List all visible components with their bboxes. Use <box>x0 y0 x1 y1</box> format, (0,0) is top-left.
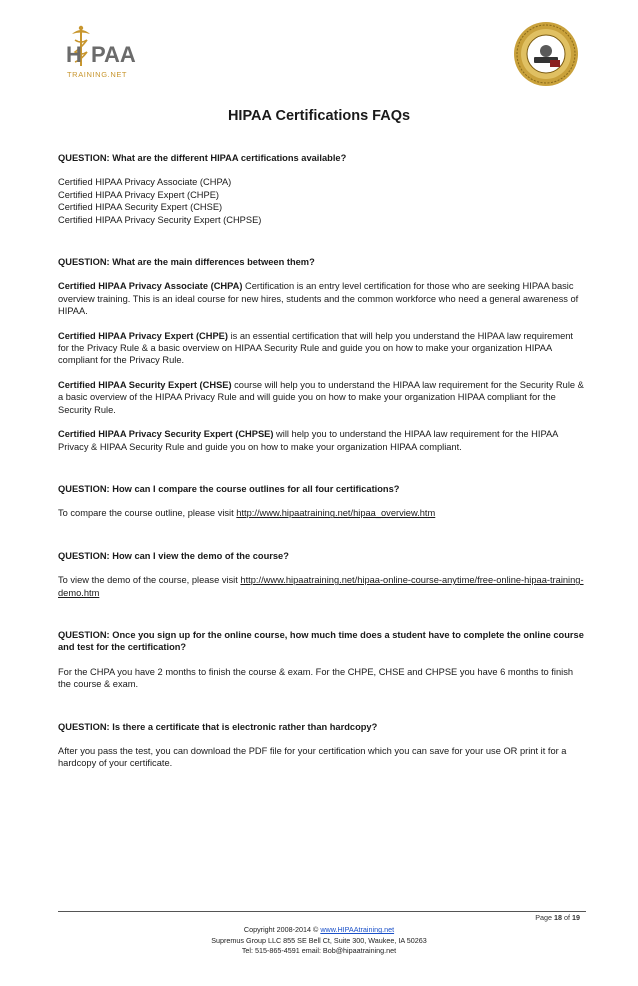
answer-text: is an essential certification that will help you understand the HIPAA law requirement for the Privacy Rule & a basic overview on HIPAA Security Rule and guide you on how to make your organization HIPAA compliant for the Privacy Rule. <box>58 330 574 366</box>
answer-text: Certification is an entry level certification for those who are seeking HIPAA basic overview training. This is an ideal course for new hires, students and the common workforce who need a general awareness of HIPAA. <box>58 281 579 317</box>
question-heading: QUESTION: How can I view the demo of the course? <box>58 550 289 561</box>
faq-section-certifications <box>58 152 586 226</box>
cert-name: Certified HIPAA Security Expert (CHSE) <box>58 379 232 390</box>
faq-section-certificate <box>58 721 586 770</box>
footer-divider <box>58 911 586 912</box>
faq-section-compare <box>58 483 586 520</box>
list-item: Certified HIPAA Privacy Security Expert (CHPSE) <box>58 214 262 225</box>
cert-name: Certified HIPAA Privacy Expert (CHPE) <box>58 330 228 341</box>
footer-address: Supremus Group LLC 855 SE Bell Ct, Suite 300, Waukee, IA 50263 <box>211 935 427 945</box>
demo-link[interactable]: http://www.hipaatraining.net/hipaa-online-course-anytime/free-online-hipaa-training-demo.htm <box>58 575 584 598</box>
answer-text: will help you to understand the HIPAA law requirement for the HIPAA Privacy & HIPAA Security Rule and guide you on how to make your organization HIPAA compliant. <box>58 429 558 452</box>
question-heading: QUESTION: How can I compare the course outlines for all four certifications? <box>58 483 400 494</box>
answer-paragraph: For the CHPA you have 2 months to finish the course & exam. For the CHPE, CHSE and CHPSE you have 6 months to finish the course & exam. <box>58 666 574 690</box>
footer-copyright: Copyright 2008-2014 © www.HIPAAtraining.net <box>243 925 395 934</box>
answer-paragraph <box>58 280 586 317</box>
answer-paragraph: After you pass the test, you can download the PDF file for your certification which you can save for your use OR print it for a hardcopy of your certificate. <box>58 745 567 769</box>
logo-subtext: TRAINING.NET <box>67 70 128 79</box>
answer-text: To compare the course outline, please visit <box>58 508 237 519</box>
footer-contact: Tel: 515-865-4591 email: Bob@hipaatraining.net <box>241 946 397 955</box>
certification-seal-icon <box>512 20 580 88</box>
list-item: Certified HIPAA Privacy Associate (CHPA) <box>58 177 232 188</box>
certification-list <box>58 176 586 226</box>
list-item: Certified HIPAA Security Expert (CHSE) <box>58 202 223 213</box>
page-footer <box>0 925 638 957</box>
answer-text: To view the demo of the course, please visit <box>58 575 241 586</box>
svg-text:H: H <box>66 42 82 67</box>
hipaa-training-logo <box>58 22 138 84</box>
question-heading: QUESTION: What are the main differences between them? <box>58 257 315 268</box>
question-heading: QUESTION: What are the different HIPAA certifications available? <box>58 153 347 163</box>
overview-link[interactable]: http://www.hipaatraining.net/hipaa_overview.htm <box>236 508 436 519</box>
caduceus-logo-icon <box>58 22 138 84</box>
faq-section-time <box>58 629 586 691</box>
cert-name: Certified HIPAA Privacy Security Expert (CHPSE) <box>58 429 274 440</box>
answer-text: course will help you to understand the HIPAA law requirement for the Security Rule & a basic overview of the HIPAA Privacy Rule and will guide you on how to make your organization HIPAA compliant for the Security Rule. <box>58 379 584 415</box>
answer-paragraph <box>58 428 586 453</box>
answer-paragraph <box>58 379 586 416</box>
answer-paragraph <box>58 574 586 599</box>
cert-name: Certified HIPAA Privacy Associate (CHPA) <box>58 281 243 292</box>
question-heading: QUESTION: Is there a certificate that is electronic rather than hardcopy? <box>58 721 378 732</box>
page-title: HIPAA Certifications FAQs <box>227 108 411 124</box>
faq-section-differences <box>58 256 586 453</box>
question-heading: QUESTION: Once you sign up for the online course, how much time does a student have to complete the online course and test for the certification? <box>58 629 584 653</box>
svg-text:PAA: PAA <box>91 42 136 67</box>
list-item: Certified HIPAA Privacy Expert (CHPE) <box>58 189 220 200</box>
faq-content <box>58 152 586 770</box>
answer-paragraph <box>58 330 586 367</box>
faq-section-demo <box>58 550 586 599</box>
page-number: Page 18 of 19 <box>535 913 580 922</box>
answer-paragraph <box>58 507 586 519</box>
website-link[interactable]: www.HIPAAtraining.net <box>320 925 395 934</box>
